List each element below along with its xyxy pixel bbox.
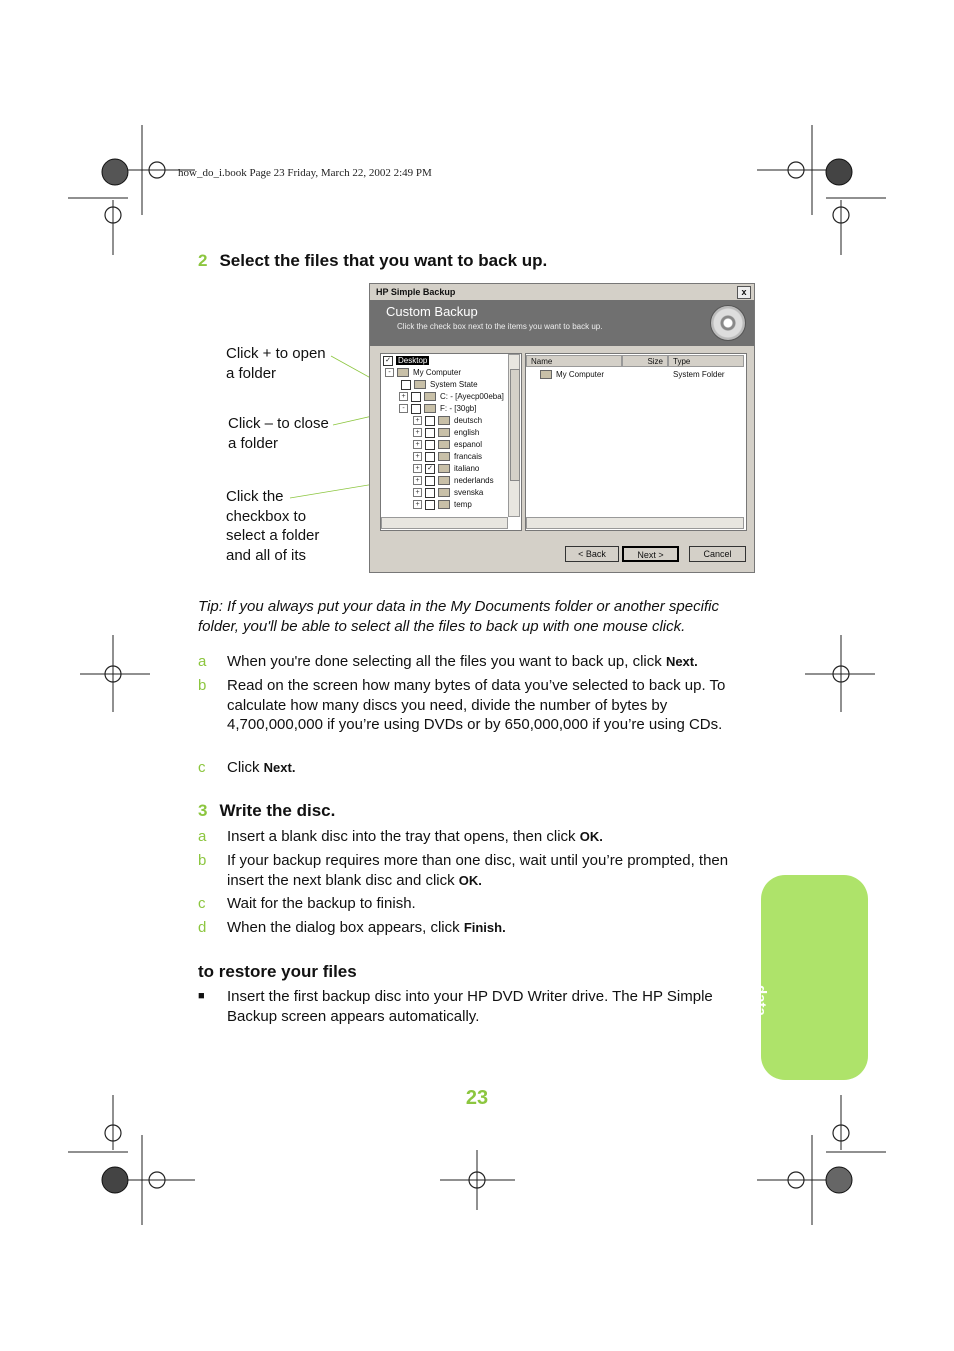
step-3-title: Write the disc. [219,801,336,820]
tree-item-system-state[interactable]: System State [401,379,478,391]
column-name[interactable]: Name [526,355,622,367]
restore-heading: to restore your files [198,962,357,981]
expand-icon[interactable]: + [413,428,422,437]
back-button[interactable]: < Back [565,546,619,562]
column-size[interactable]: Size [622,355,668,367]
tree-item-svenska[interactable]: + svenska [413,487,483,499]
expand-icon[interactable]: + [399,392,408,401]
callout-close-line2: a folder [228,434,279,452]
starburst-icon [826,1167,852,1193]
tree-item-temp[interactable]: + temp [413,499,472,511]
collapse-icon[interactable]: - [385,368,394,377]
step-2-title: Select the files that you want to back up. [219,251,548,270]
checkbox-checked[interactable]: ✓ [425,464,435,474]
tip-text: Tip: If you always put your data in the My Documents folder or another specific folder, you'll be able to select all the files to back up with one mouse click. [198,598,719,635]
callout-checkbox-line1: Click the [226,488,284,505]
tree-item-desktop[interactable]: ✓ Desktop [383,355,429,367]
expand-icon[interactable]: + [413,488,422,497]
list-item-type: System Folder [673,370,725,379]
tree-item-nederlands[interactable]: + nederlands [413,475,494,487]
dialog-header-title: Custom Backup [386,304,478,319]
checkbox[interactable]: ✓ [383,356,393,366]
expand-icon[interactable]: + [413,464,422,473]
tree-item-italiano[interactable]: + ✓ italiano [413,463,479,475]
expand-icon[interactable]: + [413,416,422,425]
step-2-item-a: a When you're done selecting all the files you want to back up, click Next. [198,653,698,670]
callout-checkbox-line4: and all of its [226,546,307,564]
next-button[interactable]: Next > [622,546,679,562]
side-tab-label: data [752,985,769,1016]
tree-item-deutsch[interactable]: + deutsch [413,415,482,427]
starburst-icon [102,159,128,185]
starburst-icon [826,159,852,185]
page-number: 23 [465,1087,489,1109]
callout-checkbox-line3: select a folder [226,527,320,544]
column-type[interactable]: Type [668,355,744,367]
callout-open-line2: a folder [226,364,277,382]
dialog-title: HP Simple Backup [376,287,456,297]
expand-icon[interactable]: + [413,476,422,485]
cancel-button[interactable]: Cancel [689,546,746,562]
callout-open-line1: Click + to open [226,345,326,362]
callout-close-line1: Click – to close [228,415,329,432]
expand-icon[interactable]: + [413,452,422,461]
callout-checkbox-line2: checkbox to [226,507,307,525]
running-head: how_do_i.book Page 23 Friday, March 22, 2002 2:49 PM [178,167,432,179]
step-3-number: 3 [198,801,208,820]
tree-item-english[interactable]: + english [413,427,479,439]
restore-bullet-item: ■ Insert the first backup disc into your HP DVD Writer drive. The HP Simple Backup screen appears automatically. [198,988,713,1025]
expand-icon[interactable]: + [413,500,422,509]
tree-item-drive-f[interactable]: - F: - [30gb] [399,403,476,415]
starburst-icon [102,1167,128,1193]
step-3-item-a: a Insert a blank disc into the tray that opens, then click OK. [198,828,603,845]
list-item[interactable]: My Computer [540,369,604,381]
expand-icon[interactable]: + [413,440,422,449]
step-2-number: 2 [198,251,208,270]
step-2-item-b: b Read on the screen how many bytes of data you’ve selected to back up. To calculate how many discs you need, divide the number of bytes by 4,700,000,000 if you’re using DVDs or by 650,000,000 if you’re using CDs. [198,677,726,733]
dialog-header-subtitle: Click the check box next to the items you want to back up. [397,322,603,331]
bullet-icon: ■ [198,990,205,1002]
step-3-item-b: b If your backup requires more than one disc, wait until you’re prompted, then insert the next blank disc and click OK. [198,852,729,889]
step-2-item-c: c Click Next. [198,759,296,776]
collapse-icon[interactable]: - [399,404,408,413]
close-icon[interactable]: x [737,286,751,299]
tree-item-francais[interactable]: + francais [413,451,482,463]
step-3-item-c: c Wait for the backup to finish. [198,895,416,912]
tree-item-drive-c[interactable]: + C: - [Ayecp00eba] [399,391,504,403]
tree-item-my-computer[interactable]: - My Computer [385,367,461,379]
step-3-item-d: d When the dialog box appears, click Finish. [198,919,506,936]
tree-item-espanol[interactable]: + espanol [413,439,482,451]
